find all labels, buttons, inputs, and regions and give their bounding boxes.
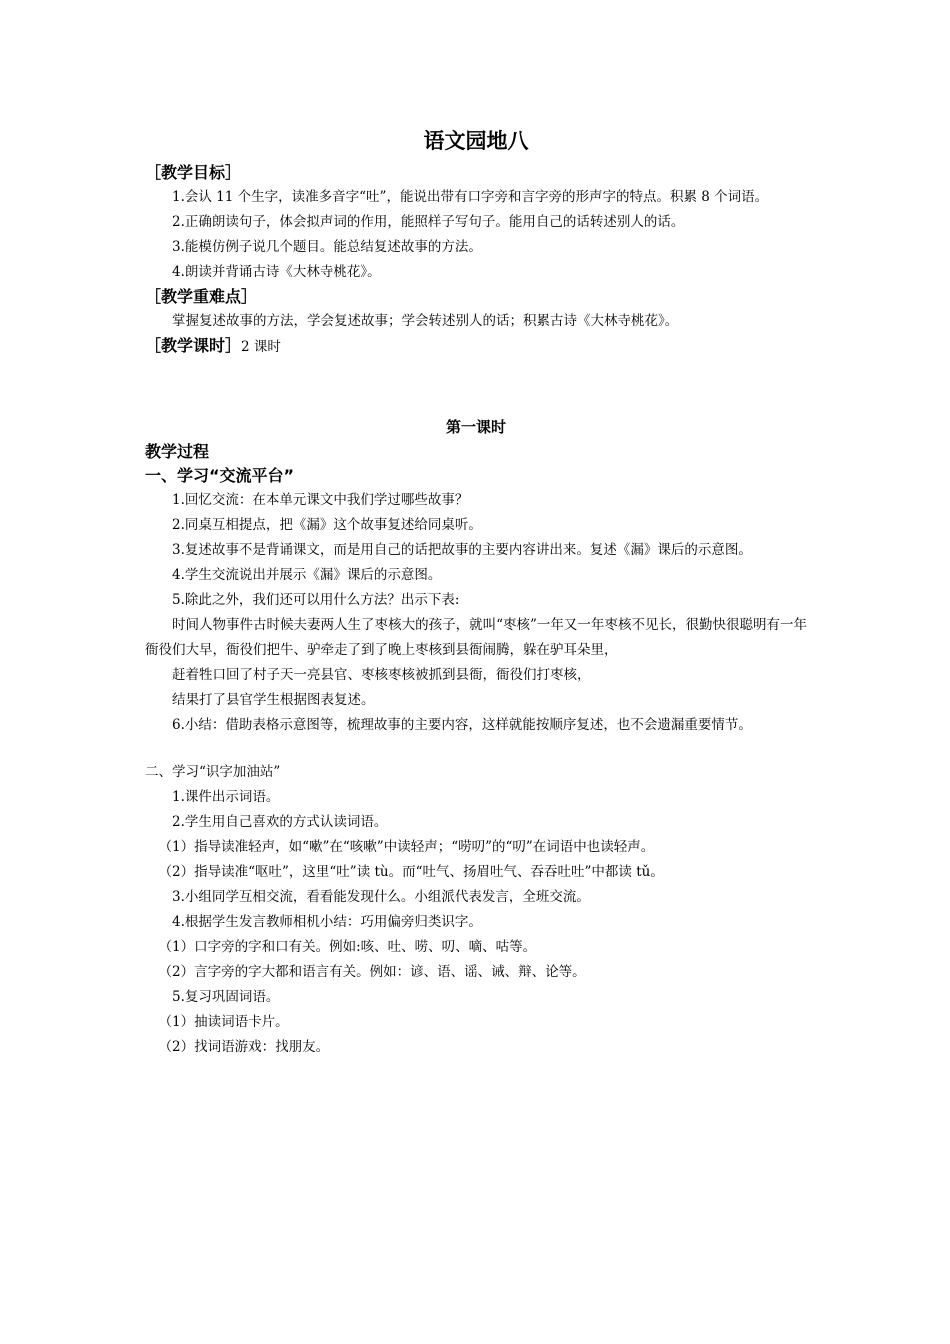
hours-heading: ［教学课时］ xyxy=(145,336,242,355)
key-points-heading: ［教学重难点］ xyxy=(145,287,258,306)
page-title: 语文园地八 xyxy=(423,129,529,153)
part1-summary: 6.小结：借助表格示意图等，梳理故事的主要内容，这样就能按顺序复述，也不会遗漏重要情节。 xyxy=(172,717,752,733)
lesson-title: 第一课时 xyxy=(445,418,506,436)
story-table-text: 赶着牲口回了村子天一亮县官、枣核枣核被抓到县衙，衙役们打枣核， xyxy=(172,667,591,683)
part2-subitem: （1）抽读词语卡片。 xyxy=(158,1014,289,1030)
objective-item: 4.朗读并背诵古诗《大林寺桃花》。 xyxy=(172,264,381,280)
story-table-text: 结果打了县官学生根据图表复述。 xyxy=(172,692,375,708)
part2-item: 3.小组同学互相交流，看看能发现什么。小组派代表发言，全班交流。 xyxy=(172,889,590,905)
part1-item: 5.除此之外，我们还可以用什么方法？出示下表: xyxy=(172,592,460,608)
hours-value: 2 课时 xyxy=(241,339,281,355)
objective-item: 3.能模仿例子说几个题目。能总结复述故事的方法。 xyxy=(172,239,482,255)
part2-heading: 二、学习“识字加油站” xyxy=(145,764,281,780)
spacer xyxy=(145,738,807,760)
part2-item: 2.学生用自己喜欢的方式认读词语。 xyxy=(172,814,388,830)
hours-row xyxy=(145,334,807,359)
part1-item: 2.同桌互相提点，把《漏》这个故事复述给同桌听。 xyxy=(172,517,482,533)
document-page xyxy=(145,125,807,1060)
part1-item: 3.复述故事不是背诵课文，而是用自己的话把故事的主要内容讲出来。复述《漏》课后的示意图。 xyxy=(172,542,752,558)
part2-subitem: （1）口字旁的字和口有关。例如:咳、吐、唠、叨、嘀、咕等。 xyxy=(158,939,537,955)
process-heading: 教学过程 xyxy=(145,442,210,461)
part2-item: 1.课件出示词语。 xyxy=(172,789,280,805)
part1-item: 4.学生交流说出并展示《漏》课后的示意图。 xyxy=(172,567,442,583)
part2-subitem: （2）指导读准“呕吐”，这里“吐”读 tù。而“吐气、扬眉吐气、吞吞吐吐”中都读 tǔ。 xyxy=(158,864,664,880)
objectives-heading: ［教学目标］ xyxy=(145,163,242,182)
objective-item: 1.会认 11 个生字，读准多音字“吐”，能说出带有口字旁和言字旁的形声字的特点。积累 8 个词语。 xyxy=(172,189,769,205)
story-table-text: 时间人物事件古时候夫妻两人生了枣核大的孩子，就叫“枣核”一年又一年枣核不见长，很勤快很聪明有一年衙役们大早，衙役们把牛、驴牵走了到了晚上枣核到县衙闹腾，躲在驴耳朵里， xyxy=(145,617,807,658)
objective-item: 2.正确朗读句子，体会拟声词的作用，能照样子写句子。能用自己的话转述别人的话。 xyxy=(172,214,685,230)
key-points-text: 掌握复述故事的方法，学会复述故事；学会转述别人的话；积累古诗《大林寺桃花》。 xyxy=(172,313,679,329)
part2-item: 5.复习巩固词语。 xyxy=(172,989,280,1005)
part2-subitem: （2）找词语游戏：找朋友。 xyxy=(158,1039,330,1055)
part2-subitem: （1）指导读准轻声，如“嗽”在“咳嗽”中读轻声；“唠叨”的“叨”在词语中也读轻声。 xyxy=(158,839,655,855)
part2-subitem: （2）言字旁的字大都和语言有关。例如：谚、语、谣、诫、辩、论等。 xyxy=(158,964,586,980)
spacer xyxy=(145,359,807,414)
part1-heading: 一、学习“交流平台” xyxy=(145,466,295,485)
part2-item: 4.根据学生发言教师相机小结：巧用偏旁归类识字。 xyxy=(172,914,482,930)
part1-item: 1.回忆交流：在本单元课文中我们学过哪些故事？ xyxy=(172,492,469,508)
